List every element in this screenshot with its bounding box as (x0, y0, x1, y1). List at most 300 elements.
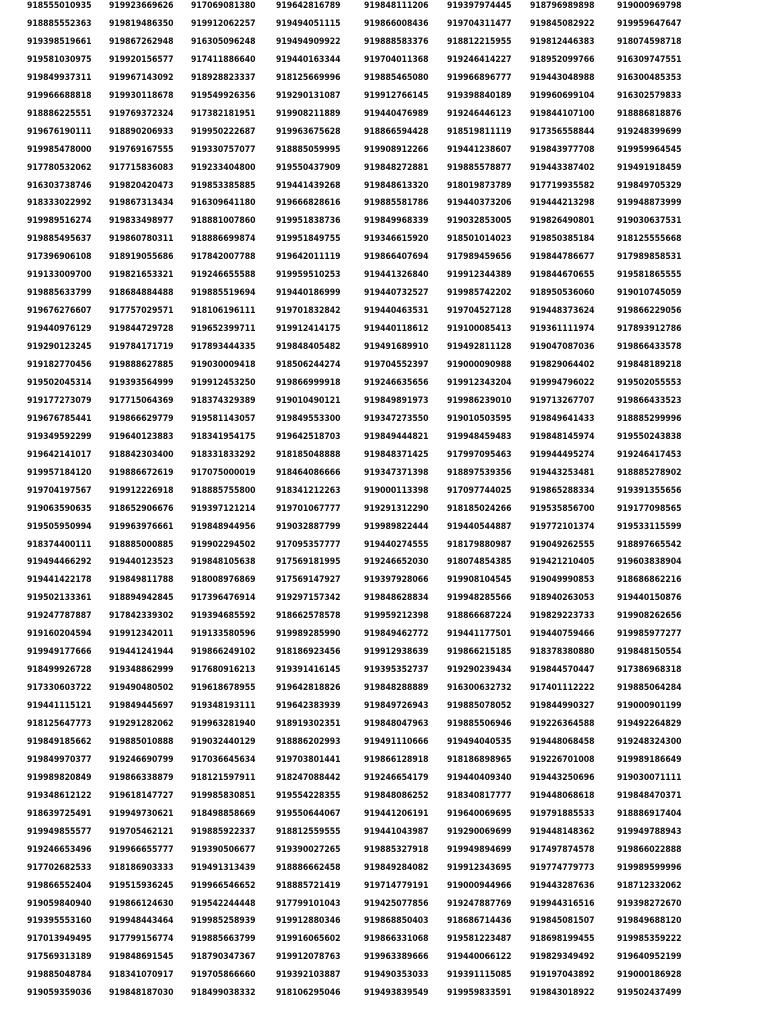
phone-number-cell: 919550437909 (276, 162, 341, 173)
phone-number-cell: 919849688120 (617, 916, 682, 927)
phone-number-cell: 919000113398 (364, 485, 429, 496)
phone-number-cell: 919850385184 (530, 234, 595, 245)
phone-number-cell: 918886818876 (617, 108, 682, 119)
phone-number-cell: 919951849755 (276, 234, 341, 245)
phone-number-cell: 919985258939 (191, 916, 256, 927)
phone-number-cell: 919885519694 (191, 288, 256, 299)
phone-number-cell: 918340817777 (447, 790, 512, 801)
phone-number-cell: 919348612122 (27, 790, 92, 801)
phone-number-cell: 919443250696 (530, 772, 595, 783)
phone-number-cell: 919392103887 (276, 970, 341, 981)
phone-number-cell: 919059359036 (27, 988, 92, 999)
phone-number-cell: 919177098565 (617, 503, 682, 514)
phone-number-cell: 919448068618 (530, 790, 595, 801)
phone-number-cell: 919550243838 (617, 431, 682, 442)
phone-number-cell: 919866433578 (617, 342, 682, 353)
phone-number-cell: 919912453250 (191, 377, 256, 388)
phone-number-cell: 918662578578 (276, 611, 341, 622)
phone-number-cell: 919441177501 (447, 629, 512, 640)
table-row (0, 359, 768, 373)
phone-number-cell: 919885465080 (364, 72, 429, 83)
phone-number-cell: 919829349492 (530, 952, 595, 963)
phone-number-cell: 917719935582 (530, 180, 595, 191)
table-row (0, 305, 768, 319)
phone-number-cell: 919701067777 (276, 503, 341, 514)
phone-number-cell: 918464086666 (276, 467, 341, 478)
phone-number-cell: 919908211889 (276, 108, 341, 119)
phone-number-cell: 918374400111 (27, 539, 92, 550)
phone-number-cell: 919849970377 (27, 754, 92, 765)
phone-number-cell: 917715064369 (109, 395, 174, 406)
table-row (0, 233, 768, 247)
phone-number-cell: 919963675628 (276, 126, 341, 137)
phone-number-cell: 918106295046 (276, 988, 341, 999)
phone-number-cell: 919989820849 (27, 772, 92, 783)
phone-number-cell: 919133580596 (191, 629, 256, 640)
phone-number-cell: 919490480502 (109, 683, 174, 694)
phone-number-cell: 919581865555 (617, 270, 682, 281)
phone-number-cell: 919963976661 (109, 521, 174, 532)
phone-number-cell: 918866594428 (364, 126, 429, 137)
phone-number-cell: 919844107100 (530, 108, 595, 119)
phone-number-cell: 918881007860 (191, 216, 256, 227)
phone-number-cell: 919440118612 (364, 324, 429, 335)
phone-number-cell: 919865288334 (530, 485, 595, 496)
phone-number-cell: 919888627885 (109, 360, 174, 370)
phone-number-cell: 918712332062 (617, 880, 682, 891)
table-row (0, 180, 768, 194)
phone-number-cell: 919769167555 (109, 144, 174, 155)
phone-number-cell: 919866215185 (447, 647, 512, 658)
phone-number-cell: 919440759466 (530, 629, 595, 640)
phone-number-cell: 919912226918 (109, 485, 174, 496)
phone-number-cell: 919701832842 (276, 306, 341, 317)
phone-number-cell: 919848628834 (364, 593, 429, 604)
phone-number-cell: 919848691545 (109, 952, 174, 963)
phone-number-cell: 919848105638 (191, 557, 256, 568)
phone-number-cell: 917757029571 (109, 306, 174, 317)
phone-number-cell: 918686862216 (617, 575, 682, 586)
phone-number-cell: 919494040535 (447, 736, 512, 747)
phone-number-cell: 917893444335 (191, 342, 256, 353)
phone-number-cell: 918885278902 (617, 467, 682, 478)
phone-number-cell: 918894942845 (109, 593, 174, 604)
phone-number-cell: 919535856700 (530, 503, 595, 514)
phone-number-cell: 919361111974 (530, 324, 595, 335)
phone-number-cell: 919949730621 (109, 808, 174, 819)
phone-number-cell: 919443287636 (530, 880, 595, 891)
phone-number-cell: 919390027265 (276, 844, 341, 855)
phone-number-cell: 919930118678 (109, 90, 174, 101)
phone-number-cell: 918885552363 (27, 18, 92, 29)
phone-number-cell: 919849891973 (364, 395, 429, 406)
phone-number-cell: 919774779773 (530, 862, 595, 873)
phone-number-cell: 918812559555 (276, 826, 341, 837)
phone-number-cell: 919949788943 (617, 826, 682, 837)
table-row (0, 485, 768, 499)
phone-number-cell: 919849462772 (364, 629, 429, 640)
phone-number-cell: 917569147927 (276, 575, 341, 586)
phone-number-cell: 919866999918 (276, 377, 341, 388)
phone-number-cell: 919908912266 (364, 144, 429, 155)
phone-number-cell: 919844786677 (530, 252, 595, 263)
phone-number-cell: 919848150554 (617, 647, 682, 658)
phone-number-cell: 919348193111 (191, 701, 256, 712)
phone-number-cell: 919967143092 (109, 72, 174, 83)
table-row (0, 700, 768, 714)
phone-number-cell: 919944316516 (530, 898, 595, 909)
phone-number-cell: 919826490801 (530, 216, 595, 227)
phone-number-cell: 919849284082 (364, 862, 429, 873)
phone-number-cell: 919550644067 (276, 808, 341, 819)
phone-number-cell: 919640952199 (617, 952, 682, 963)
phone-number-cell: 919348862999 (109, 665, 174, 676)
phone-number-cell: 919704527128 (447, 306, 512, 317)
phone-number-cell: 916309641180 (191, 198, 256, 209)
phone-number-cell: 917396906108 (27, 252, 92, 263)
phone-number-cell: 917386968318 (617, 665, 682, 676)
phone-number-cell: 918125647773 (27, 719, 92, 729)
table-row (0, 377, 768, 391)
phone-number-cell: 917411886640 (191, 54, 256, 65)
phone-number-cell: 919866331068 (364, 934, 429, 945)
phone-number-cell: 918919055686 (109, 252, 174, 263)
table-row (0, 969, 768, 983)
phone-number-cell: 919440150876 (617, 593, 682, 604)
phone-number-cell: 919866022888 (617, 844, 682, 855)
phone-number-cell: 919391355656 (617, 485, 682, 496)
phone-number-cell: 918499926728 (27, 665, 92, 676)
table-row (0, 108, 768, 122)
phone-number-cell: 917780532062 (27, 162, 92, 173)
phone-number-cell: 919848405482 (276, 342, 341, 353)
phone-number-cell: 919440476989 (364, 108, 429, 119)
phone-number-cell: 919948443464 (109, 916, 174, 927)
phone-number-cell: 918950536060 (530, 288, 595, 299)
phone-number-cell: 919949177666 (27, 647, 92, 658)
phone-number-cell: 918790347367 (191, 952, 256, 963)
phone-number-cell: 919032887799 (276, 521, 341, 532)
phone-number-cell: 917396476914 (191, 593, 256, 604)
table-row (0, 556, 768, 570)
phone-number-cell: 919848189218 (617, 360, 682, 370)
phone-number-cell: 919848187030 (109, 988, 174, 999)
phone-number-cell: 919844990327 (530, 701, 595, 712)
phone-number-cell: 919912880346 (276, 916, 341, 927)
phone-number-cell: 919923669626 (109, 1, 174, 11)
phone-number-cell: 918341212263 (276, 485, 341, 496)
phone-number-cell: 919491689910 (364, 342, 429, 353)
table-row (0, 610, 768, 624)
phone-number-cell: 919246414227 (447, 54, 512, 65)
phone-number-cell: 919030009418 (191, 360, 256, 370)
phone-number-cell: 919032440129 (191, 736, 256, 747)
phone-number-cell: 919703801441 (276, 754, 341, 765)
phone-number-cell: 917569313189 (27, 952, 92, 963)
phone-number-cell: 919843018922 (530, 988, 595, 999)
phone-number-cell: 919290123245 (27, 342, 92, 353)
phone-number-cell: 919848613320 (364, 180, 429, 191)
phone-number-cell: 919177273079 (27, 395, 92, 406)
phone-number-cell: 919030637531 (617, 216, 682, 227)
phone-number-cell: 919391115085 (447, 970, 512, 981)
phone-number-cell: 918886202993 (276, 736, 341, 747)
phone-number-cell: 919000186928 (617, 970, 682, 981)
phone-number-cell: 919849968339 (364, 216, 429, 227)
phone-number-cell: 919390506677 (191, 844, 256, 855)
phone-number-cell: 919829223733 (530, 611, 595, 622)
phone-number-cell: 919949855577 (27, 826, 92, 837)
phone-number-cell: 919443253481 (530, 467, 595, 478)
phone-number-cell: 919714779191 (364, 880, 429, 891)
phone-number-cell: 919912062257 (191, 18, 256, 29)
phone-number-cell: 919059840940 (27, 898, 92, 909)
phone-number-cell: 919912938639 (364, 647, 429, 658)
table-row (0, 754, 768, 768)
phone-number-cell: 919554228355 (276, 790, 341, 801)
phone-number-cell: 919542244448 (191, 898, 256, 909)
phone-number-cell: 916305096248 (191, 36, 256, 47)
phone-number-cell: 919297157342 (276, 593, 341, 604)
phone-number-cell: 918125669996 (276, 72, 341, 83)
phone-number-cell: 918919302351 (276, 719, 341, 729)
phone-number-cell: 919133009700 (27, 270, 92, 281)
phone-number-cell: 919912342011 (109, 629, 174, 640)
phone-number-cell: 919912344389 (447, 270, 512, 281)
phone-number-cell: 919398840189 (447, 90, 512, 101)
phone-number-cell: 918106196111 (191, 306, 256, 317)
phone-number-cell: 919848145974 (530, 431, 595, 442)
phone-number-cell: 918333022992 (27, 198, 92, 209)
phone-number-cell: 917097744025 (447, 485, 512, 496)
phone-number-cell: 918186903333 (109, 862, 174, 873)
phone-number-cell: 919844570447 (530, 665, 595, 676)
phone-number-cell: 918247088442 (276, 772, 341, 783)
phone-number-cell: 919533115599 (617, 521, 682, 532)
phone-number-cell: 919502133361 (27, 593, 92, 604)
phone-number-cell: 919248399699 (617, 126, 682, 137)
table-row (0, 987, 768, 1001)
phone-number-cell: 919888583376 (364, 36, 429, 47)
phone-number-cell: 919441326840 (364, 270, 429, 281)
phone-number-cell: 918842303400 (109, 449, 174, 460)
phone-number-cell: 919440274555 (364, 539, 429, 550)
table-row (0, 772, 768, 786)
phone-number-cell: 918125555668 (617, 234, 682, 245)
phone-number-cell: 919959964545 (617, 144, 682, 155)
phone-number-cell: 918074854385 (447, 557, 512, 568)
phone-number-cell: 917013949495 (27, 934, 92, 945)
phone-number-cell: 919704552397 (364, 360, 429, 370)
phone-number-cell: 919395352737 (364, 665, 429, 676)
phone-number-cell: 917997095463 (447, 449, 512, 460)
phone-number-cell: 919848086252 (364, 790, 429, 801)
phone-number-cell: 919494466292 (27, 557, 92, 568)
phone-number-cell: 919866629779 (109, 413, 174, 424)
phone-number-cell: 918639725491 (27, 808, 92, 819)
phone-number-cell: 918121597911 (191, 772, 256, 783)
phone-number-cell: 919853385885 (191, 180, 256, 191)
phone-number-cell: 919849811788 (109, 575, 174, 586)
phone-number-cell: 919912343204 (447, 377, 512, 388)
phone-number-cell: 919866249102 (191, 647, 256, 658)
phone-number-cell: 918374329389 (191, 395, 256, 406)
phone-number-cell: 919492264829 (617, 719, 682, 729)
phone-number-cell: 919502045314 (27, 377, 92, 388)
phone-number-cell: 919848047963 (364, 719, 429, 729)
phone-number-cell: 919581223487 (447, 934, 512, 945)
phone-number-cell: 917069081380 (191, 1, 256, 11)
phone-number-cell: 919989599996 (617, 862, 682, 873)
phone-number-cell: 919290069699 (447, 826, 512, 837)
phone-number-cell: 918652906676 (109, 503, 174, 514)
phone-number-cell: 919000090988 (447, 360, 512, 370)
table-row (0, 126, 768, 140)
table-row (0, 880, 768, 894)
phone-number-cell: 919666828616 (276, 198, 341, 209)
table-row (0, 431, 768, 445)
phone-number-cell: 919844729728 (109, 324, 174, 335)
table-row (0, 215, 768, 229)
phone-number-cell: 919440066122 (447, 952, 512, 963)
phone-number-cell: 919491918459 (617, 162, 682, 173)
phone-number-cell: 919642816789 (276, 1, 341, 11)
phone-number-cell: 919676190111 (27, 126, 92, 137)
phone-number-cell: 919833498977 (109, 216, 174, 227)
phone-number-cell: 919885048784 (27, 970, 92, 981)
phone-number-cell: 919603838904 (617, 557, 682, 568)
phone-number-cell: 919441238607 (447, 144, 512, 155)
phone-number-cell: 919916065602 (276, 934, 341, 945)
phone-number-cell: 917702682533 (27, 862, 92, 873)
table-row (0, 682, 768, 696)
phone-number-cell: 919493839549 (364, 988, 429, 999)
table-row (0, 72, 768, 86)
phone-number-cell: 919290131087 (276, 90, 341, 101)
phone-number-cell: 919959833591 (447, 988, 512, 999)
phone-number-cell: 918498858669 (191, 808, 256, 819)
phone-number-cell: 919844670655 (530, 270, 595, 281)
phone-number-cell: 916302579833 (617, 90, 682, 101)
phone-number-cell: 919291312290 (364, 503, 429, 514)
phone-number-cell: 919421210405 (530, 557, 595, 568)
table-row (0, 287, 768, 301)
phone-number-cell: 918186923456 (276, 647, 341, 658)
table-row (0, 951, 768, 965)
phone-number-cell: 919618678955 (191, 683, 256, 694)
phone-number-cell: 919440123523 (109, 557, 174, 568)
phone-number-cell: 919944495274 (530, 449, 595, 460)
phone-number-cell: 919030071111 (617, 772, 682, 783)
phone-number-cell: 919912343695 (447, 862, 512, 873)
phone-number-cell: 919849444821 (364, 431, 429, 442)
phone-number-cell: 919391416145 (276, 665, 341, 676)
phone-number-cell: 919812446383 (530, 36, 595, 47)
phone-number-cell: 919440409340 (447, 772, 512, 783)
phone-number-cell: 919448068458 (530, 736, 595, 747)
table-row (0, 36, 768, 50)
phone-number-cell: 918074598718 (617, 36, 682, 47)
phone-number-cell: 919290239434 (447, 665, 512, 676)
phone-number-cell: 919441206191 (364, 808, 429, 819)
phone-number-cell: 919291282062 (109, 719, 174, 729)
phone-number-cell: 917989858531 (617, 252, 682, 263)
phone-number-cell: 919440373206 (447, 198, 512, 209)
phone-number-cell: 918885000885 (109, 539, 174, 550)
phone-number-cell: 917680916213 (191, 665, 256, 676)
phone-number-cell: 919848944956 (191, 521, 256, 532)
phone-number-cell: 918698199455 (530, 934, 595, 945)
phone-number-cell: 918886662458 (276, 862, 341, 873)
phone-number-cell: 919443048988 (530, 72, 595, 83)
table-row (0, 718, 768, 732)
phone-number-cell: 918185048888 (276, 449, 341, 460)
phone-number-cell: 919950222687 (191, 126, 256, 137)
phone-number-cell: 918506244274 (276, 360, 341, 370)
phone-number-cell: 919398272670 (617, 898, 682, 909)
phone-number-cell: 919868850403 (364, 916, 429, 927)
table-row (0, 646, 768, 660)
phone-number-cell: 919246446123 (447, 108, 512, 119)
phone-number-cell: 918331833292 (191, 449, 256, 460)
phone-number-cell: 919845082922 (530, 18, 595, 29)
phone-number-cell: 919505950994 (27, 521, 92, 532)
phone-number-cell: 919642383939 (276, 701, 341, 712)
phone-number-cell: 919444213298 (530, 198, 595, 209)
phone-number-cell: 919920156577 (109, 54, 174, 65)
phone-number-cell: 919047087036 (530, 342, 595, 353)
phone-number-cell: 919448148362 (530, 826, 595, 837)
phone-number-cell: 919581030975 (27, 54, 92, 65)
phone-number-cell: 919246654179 (364, 772, 429, 783)
phone-number-cell: 919989822444 (364, 521, 429, 532)
phone-number-cell: 918897539356 (447, 467, 512, 478)
phone-number-cell: 919049262555 (530, 539, 595, 550)
phone-number-cell: 919346615920 (364, 234, 429, 245)
phone-number-cell: 918186898965 (447, 754, 512, 765)
phone-number-cell: 919393564999 (109, 377, 174, 388)
phone-number-cell: 919985478000 (27, 144, 92, 155)
phone-number-cell: 919247887769 (447, 898, 512, 909)
phone-number-cell: 917842339302 (109, 611, 174, 622)
table-row (0, 395, 768, 409)
phone-number-cell: 917075000019 (191, 467, 256, 478)
phone-number-cell: 919226364588 (530, 719, 595, 729)
phone-number-cell: 919959647647 (617, 18, 682, 29)
phone-number-cell: 918886699874 (191, 234, 256, 245)
phone-number-cell: 919849726943 (364, 701, 429, 712)
phone-number-cell: 919963389666 (364, 952, 429, 963)
phone-number-cell: 919246635656 (364, 377, 429, 388)
table-row (0, 90, 768, 104)
phone-number-cell: 919849641433 (530, 413, 595, 424)
phone-number-cell: 917893912786 (617, 324, 682, 335)
phone-number-cell: 919959212398 (364, 611, 429, 622)
phone-number-cell: 919849185662 (27, 736, 92, 747)
table-row (0, 826, 768, 840)
table-row (0, 162, 768, 176)
table-row (0, 915, 768, 929)
phone-number-cell: 917497874578 (530, 844, 595, 855)
phone-number-cell: 919441043987 (364, 826, 429, 837)
phone-number-cell: 919985977277 (617, 629, 682, 640)
phone-number-cell: 919704197567 (27, 485, 92, 496)
phone-number-cell: 919490353033 (364, 970, 429, 981)
phone-number-cell: 918890206933 (109, 126, 174, 137)
phone-number-cell: 918341070917 (109, 970, 174, 981)
table-row (0, 539, 768, 553)
table-row (0, 144, 768, 158)
